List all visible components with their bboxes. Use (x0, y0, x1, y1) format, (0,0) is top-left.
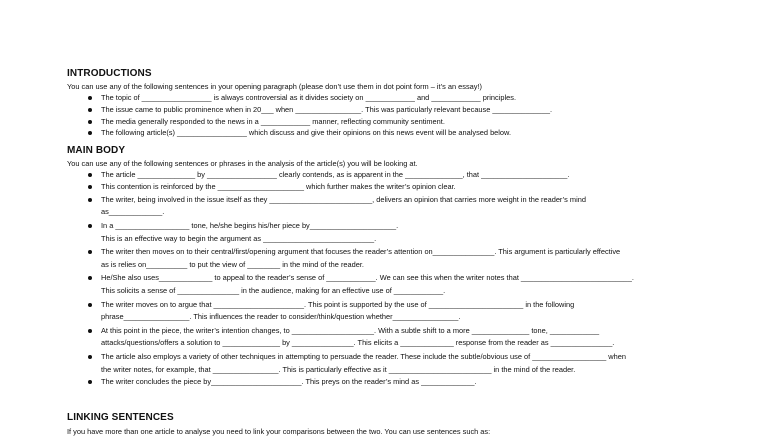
list-item-line: The writer then moves on to their central/first/opening argument that focuses the reader’s attention on_______________. This argument is particularly effective (101, 247, 621, 257)
list-item-line: attacks/questions/offers a solution to ______________ by _______________. This elicits a _____________ response from the reader as _______________. (101, 338, 615, 348)
list-item-line: The topic of _________________ is always controversial as it divides society on ____________ and ____________ principles. (101, 93, 516, 102)
bullet-icon (88, 355, 92, 359)
list-item-line: This is an effective way to begin the argument as ___________________________. (101, 233, 377, 243)
list-item (67, 246, 767, 271)
list-item (67, 325, 767, 350)
main-body-intro: You can use any of the following sentences or phrases in the analysis of the article(s) you will be looking at. (67, 159, 418, 169)
introductions-list (67, 92, 767, 139)
list-item (67, 104, 767, 116)
list-item (67, 181, 767, 193)
list-item (67, 127, 767, 139)
list-item (67, 299, 767, 324)
bullet-icon (88, 173, 92, 177)
document-page (67, 68, 767, 436)
main-body-list (67, 169, 767, 388)
bullet-icon (88, 185, 92, 189)
bullet-icon (88, 276, 92, 280)
list-item-line: The writer concludes the piece by______________________. This preys on the reader’s mind as _____________. (101, 377, 477, 387)
bullet-icon (88, 329, 92, 333)
list-item (67, 92, 767, 104)
list-item (67, 272, 767, 297)
bullet-icon (88, 198, 92, 202)
list-item-line: The article ______________ by _________________ clearly contends, as is apparent in the ______________, that _____________________. (101, 170, 570, 180)
linking-section (67, 411, 767, 436)
list-item-line: This solicits a sense of _______________ in the audience, making for an effective use of ____________. (101, 285, 446, 295)
introductions-heading: INTRODUCTIONS (67, 68, 152, 79)
bullet-icon (88, 120, 92, 124)
list-item-line: In a __________________ tone, he/she begins his/her piece by_____________________. (101, 220, 399, 230)
list-item-line: The media generally responded to the news in a ____________ manner, reflecting community sentiment. (101, 116, 445, 126)
list-item (67, 169, 767, 181)
list-item (67, 351, 767, 376)
main-body-section (67, 145, 767, 388)
bullet-icon (88, 224, 92, 228)
list-item (67, 116, 767, 128)
bullet-icon (88, 250, 92, 254)
list-item (67, 194, 767, 219)
list-item-line: as_____________. (101, 207, 165, 217)
bullet-icon (88, 108, 92, 112)
list-item-line: The article also employs a variety of other techniques in attempting to persuade the reader. These include the subtle/obvious use of __________________ when (101, 351, 626, 361)
main-body-heading: MAIN BODY (67, 145, 126, 157)
bullet-icon (88, 380, 92, 384)
introductions-intro: You can use any of the following sentences in your opening paragraph (please don’t use them in dot point form – it’s an essay!) (67, 82, 482, 91)
list-item-line: the writer notes, for example, that ________________. This is particularly effective as it _________________________ in the mind of the reader. (101, 364, 576, 374)
list-item (67, 220, 767, 245)
linking-heading: LINKING SENTENCES (67, 411, 174, 423)
list-item-line: He/She also uses_____________ to appeal to the reader’s sense of ____________. We can see this when the writer notes that ___________________________. (101, 273, 634, 283)
bullet-icon (88, 96, 92, 100)
introductions-section (67, 68, 767, 139)
list-item-line: The writer, being involved in the issue itself as they _________________________, delivers an opinion that carries more weight in the reader’s mind (101, 194, 586, 204)
list-item-line: phrase________________. This influences the reader to consider/think/question whether________________. (101, 312, 461, 322)
list-item-line: This contention is reinforced by the _____________________ which further makes the writer’s opinion clear. (101, 181, 456, 191)
bullet-icon (88, 303, 92, 307)
linking-intro: If you have more than one article to analyse you need to link your comparisons between the two. You can use sentences such as: (67, 426, 491, 436)
bullet-icon (88, 131, 92, 135)
list-item-line: The issue came to public prominence when in 20___ when ________________. This was particularly relevant because ______________. (101, 104, 553, 114)
list-item-line: At this point in the piece, the writer’s intention changes, to ____________________. With a subtle shift to a more ______________ tone, ____________ (101, 325, 600, 335)
list-item-line: The writer moves on to argue that ______________________. This point is supported by the use of _______________________ in the following (101, 299, 575, 309)
list-item-line: as is relies on__________ to put the view of ________ in the mind of the reader. (101, 259, 364, 269)
list-item (67, 376, 767, 388)
list-item-line: The following article(s) _________________ which discuss and give their opinions on this news event will be analysed below. (101, 128, 512, 138)
